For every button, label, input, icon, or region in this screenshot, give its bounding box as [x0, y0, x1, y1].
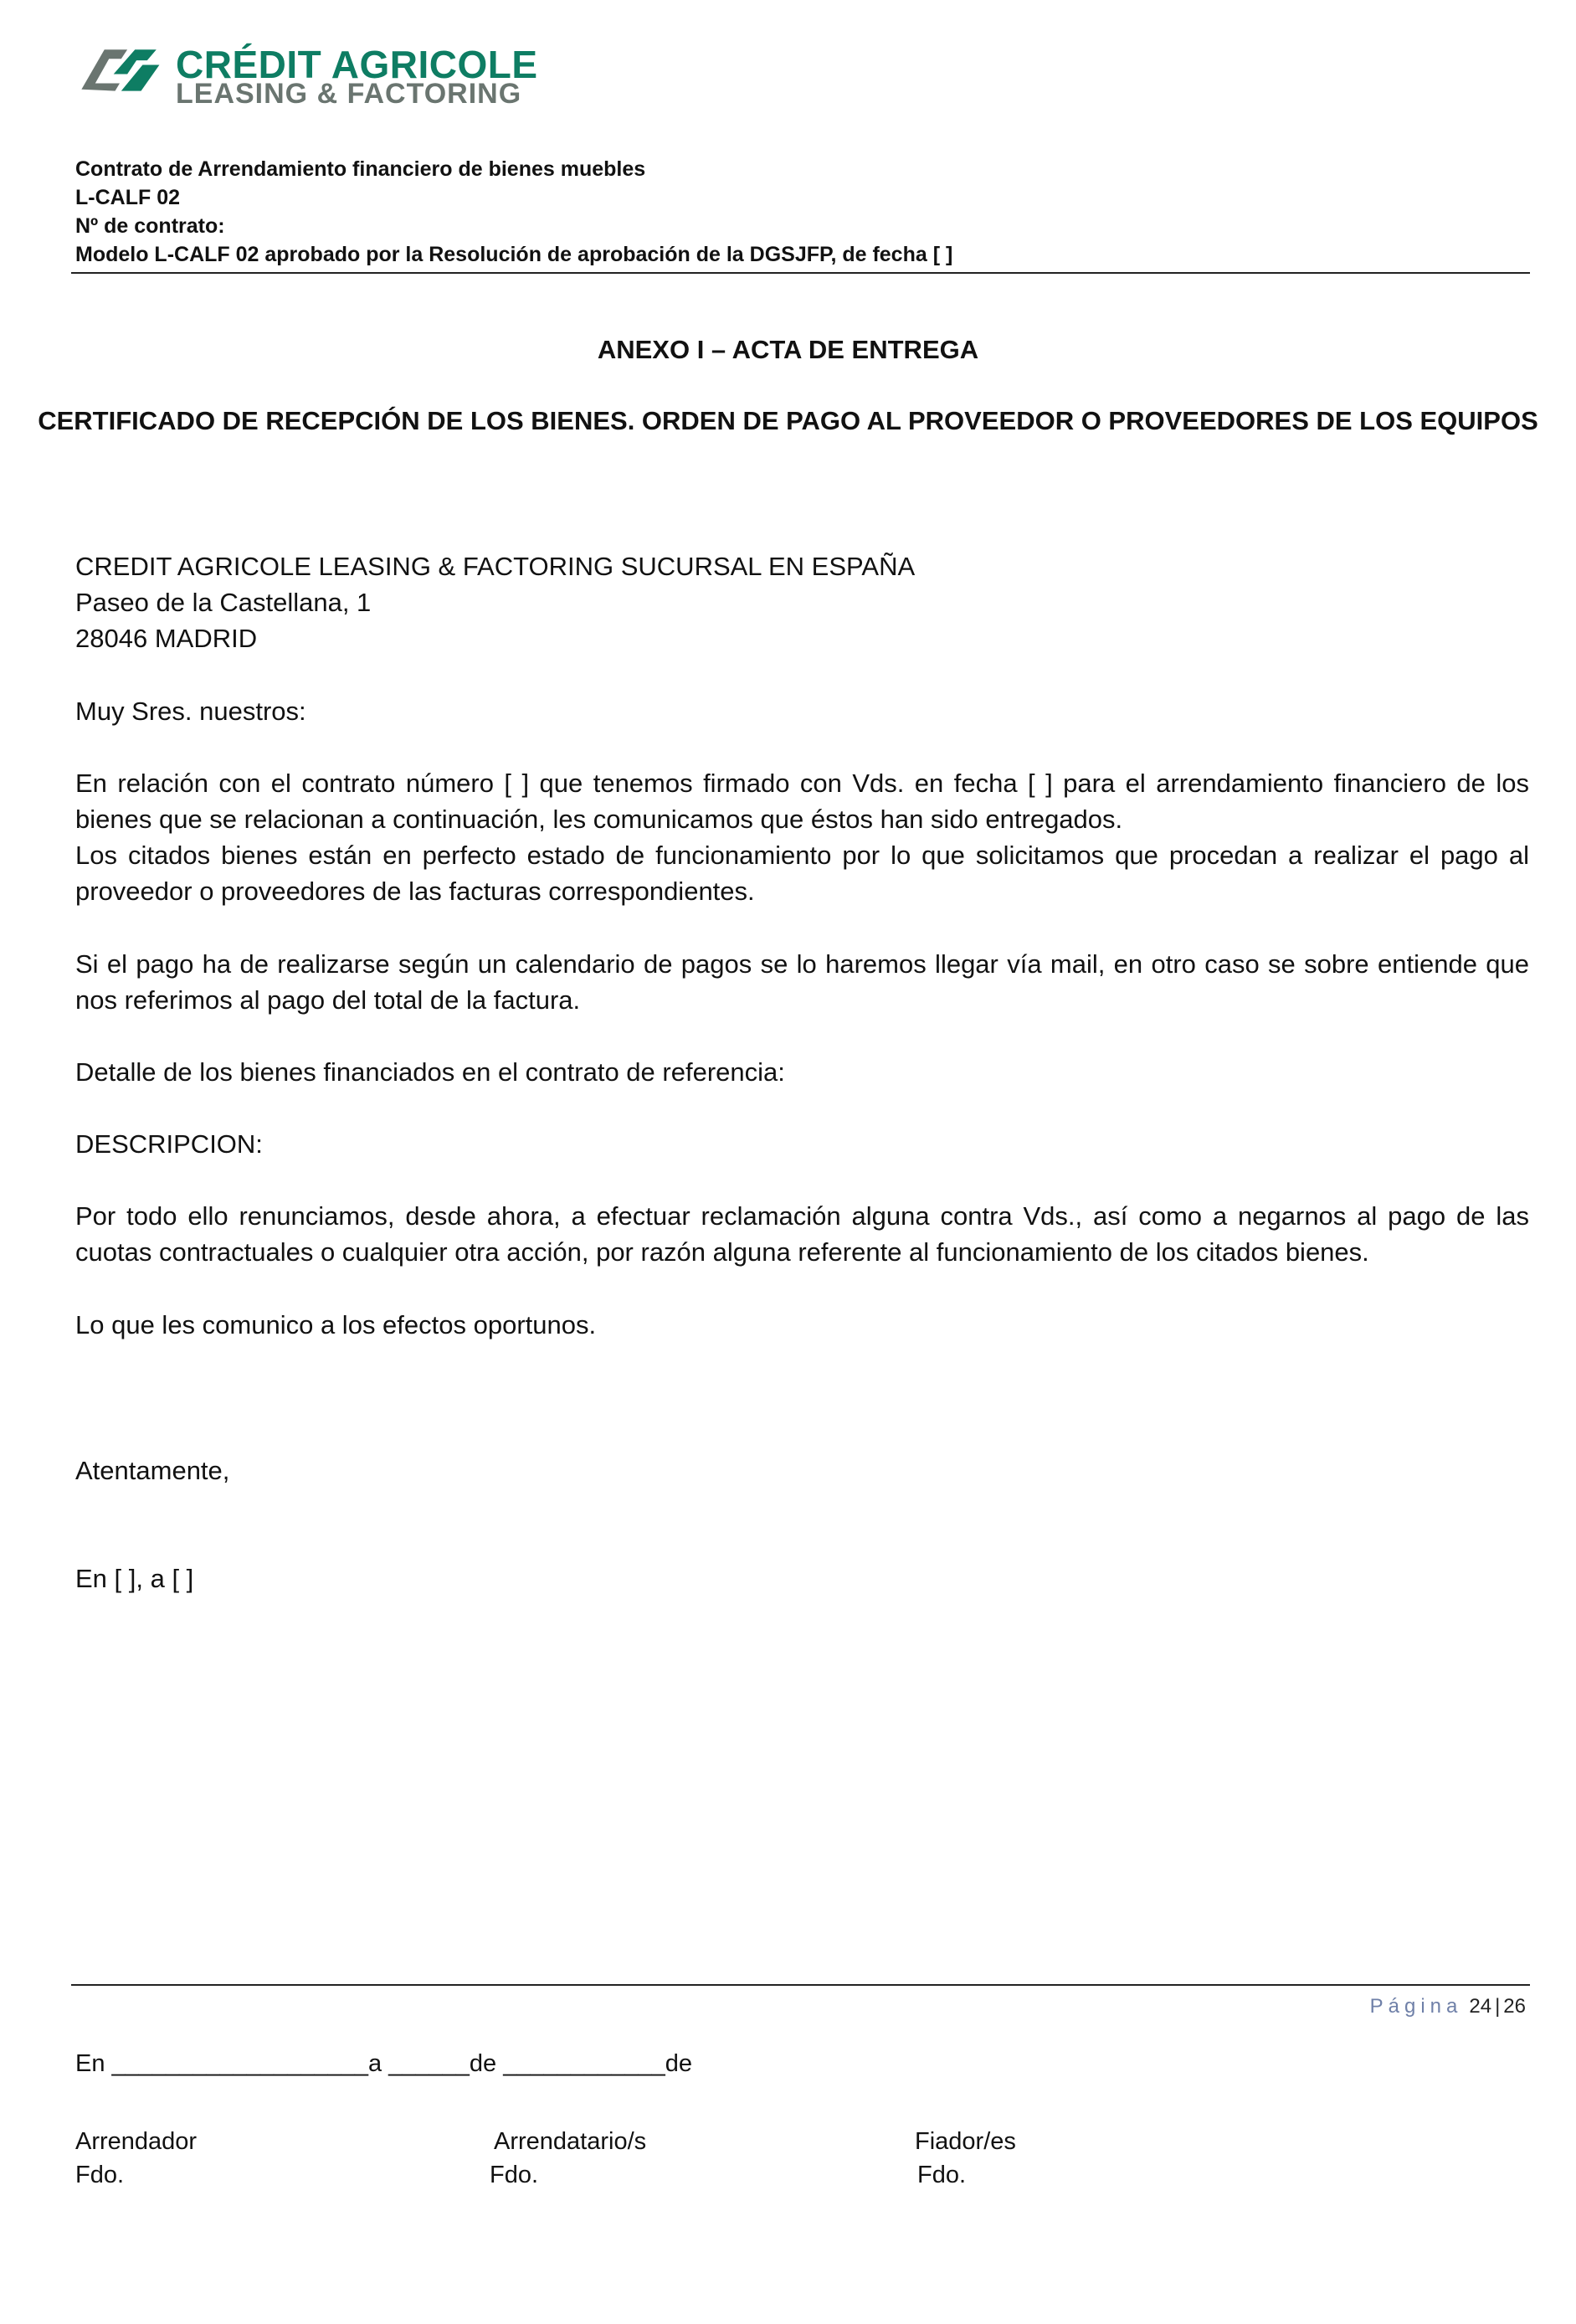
- address-company: CREDIT AGRICOLE LEASING & FACTORING SUCURSAL EN ESPAÑA: [75, 552, 916, 581]
- paragraph-delivery: En relación con el contrato número [ ] que tenemos firmado con Vds. en fecha [ ] para el arrendamiento financiero de los bienes que se relacionan a continuación, les comunicamos que éstos han sido entregados.: [75, 769, 1529, 834]
- closing: Atentamente,: [75, 1456, 230, 1485]
- logo-title: CRÉDIT AGRICOLE: [176, 43, 538, 86]
- page-current: 24: [1469, 1995, 1492, 2018]
- paragraph-goods-detail: Detalle de los bienes financiados en el contrato de referencia:: [75, 1057, 785, 1087]
- annex-title: ANEXO I – ACTA DE ENTREGA: [597, 335, 979, 364]
- paragraph-payment-schedule: Si el pago ha de realizarse según un calendario de pagos se lo haremos llegar vía mail, en otro caso se sobre entiende que nos referimos al pago del total de la factura.: [75, 949, 1529, 1015]
- address-city: 28046 MADRID: [75, 624, 258, 653]
- greeting: Muy Sres. nuestros:: [75, 697, 306, 726]
- page-number: [1370, 1995, 1526, 2018]
- certificate-title: CERTIFICADO DE RECEPCIÓN DE LOS BIENES. ORDEN DE PAGO AL PROVEEDOR O PROVEEDORES DE LOS EQUIPOS: [38, 406, 1538, 435]
- page-separator: |: [1495, 1995, 1501, 2018]
- signature-guarantor-label: Fiador/es: [915, 2128, 1016, 2155]
- signature-place-line: En ___________________a ______de ____________de: [75, 2050, 693, 2077]
- page-total: 26: [1503, 1995, 1526, 2018]
- paragraph-waiver: Por todo ello renunciamos, desde ahora, a efectuar reclamación alguna contra Vds., así como a negarnos al pago de las cuotas contractuales o cualquier otra acción, por razón alguna referente al funcionamiento de los citados bienes.: [75, 1201, 1529, 1267]
- place-date: En [ ], a [ ]: [75, 1564, 194, 1593]
- paragraph-effects: Lo que les comunico a los efectos oportunos.: [75, 1310, 597, 1339]
- logo-subtitle: LEASING & FACTORING: [176, 78, 522, 110]
- page-word: Página: [1369, 1995, 1463, 2018]
- header-approval: Modelo L-CALF 02 aprobado por la Resolución de aprobación de la DGSJFP, de fecha [ ]: [75, 243, 953, 266]
- credit-agricole-logo-icon: [74, 44, 166, 105]
- signature-lessee-signed: Fdo.: [490, 2162, 539, 2188]
- paragraph-payment-request: Los citados bienes están en perfecto estado de funcionamiento por lo que solicitamos que procedan a realizar el pago al proveedor o proveedores de las facturas correspondientes.: [75, 841, 1529, 906]
- header-contract-type: Contrato de Arrendamiento financiero de bienes muebles: [75, 157, 646, 181]
- header-model-code: L-CALF 02: [75, 186, 180, 209]
- footer-divider: [71, 1984, 1530, 1986]
- address-street: Paseo de la Castellana, 1: [75, 588, 372, 617]
- signature-lessee-label: Arrendatario/s: [494, 2128, 647, 2155]
- header-divider: [71, 272, 1530, 274]
- signature-guarantor-signed: Fdo.: [917, 2162, 967, 2188]
- signature-lessor-label: Arrendador: [75, 2128, 198, 2155]
- header-contract-number: Nº de contrato:: [75, 214, 225, 238]
- description-label: DESCRIPCION:: [75, 1129, 263, 1159]
- signature-lessor-signed: Fdo.: [75, 2162, 125, 2188]
